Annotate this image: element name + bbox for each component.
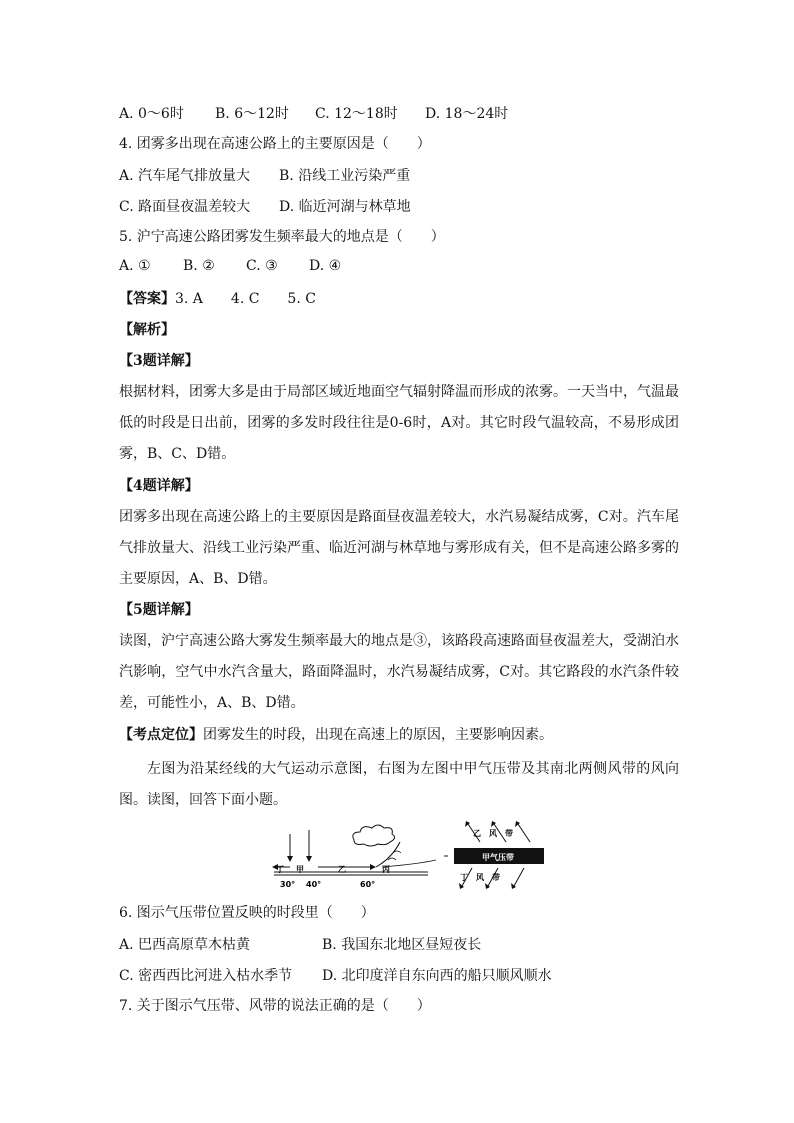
analysis-label: 【解析】 bbox=[119, 322, 175, 338]
q6-option-c: C. 密西西比河进入枯水季节 bbox=[119, 968, 293, 984]
q5-stem: 5. 沪宁高速公路团雾发生频率最大的地点是（ ） bbox=[119, 229, 445, 245]
down-arrow-1-head bbox=[287, 856, 293, 862]
front-curls bbox=[388, 851, 401, 860]
down-arrow-2-head bbox=[306, 856, 312, 862]
q4-option-c: C. 路面昼夜温差较大 bbox=[119, 199, 251, 215]
cloud-icon bbox=[353, 825, 395, 846]
detail4-label: 【4题详解】 bbox=[119, 478, 199, 494]
q4-stem: 4. 团雾多出现在高速公路上的主要原因是（ ） bbox=[119, 136, 431, 152]
atmosphere-figure bbox=[268, 820, 568, 892]
q3-option-c: C. 12～18时 bbox=[315, 106, 398, 122]
q4-option-b: B. 沿线工业污染严重 bbox=[279, 168, 411, 184]
q5-option-a: A. ① bbox=[119, 258, 151, 274]
q4-option-d: D. 临近河湖与林草地 bbox=[279, 199, 411, 215]
q3-option-d: D. 18～24时 bbox=[425, 106, 509, 122]
label-bing: 丙 bbox=[382, 865, 390, 874]
q6-option-a: A. 巴西高原草木枯黄 bbox=[119, 937, 251, 953]
q5-option-b: B. ② bbox=[183, 258, 215, 274]
left-diagram bbox=[272, 825, 436, 889]
detail4-text: 团雾多出现在高速公路上的主要原因是路面昼夜温差较大，水汽易凝结成雾，C对。汽车尾气排放量大、沿线工业污染严重、临近河湖与林草地与雾形成有关，但不是高速公路多雾的主要原因，A、B、D错。 bbox=[119, 509, 679, 587]
answer-line bbox=[119, 289, 316, 309]
q6-option-d: D. 北印度洋自东向西的船只顺风顺水 bbox=[322, 968, 552, 984]
q3-option-b: B. 6～12时 bbox=[215, 106, 289, 122]
label-yi: 乙 bbox=[338, 865, 346, 874]
bottom-wind-label: 丁 风 带 bbox=[460, 873, 500, 882]
q5-option-c: C. ③ bbox=[246, 258, 278, 274]
lat-40: 40° bbox=[306, 880, 322, 889]
lat-30: 30° bbox=[280, 880, 296, 889]
detail3-label: 【3题详解】 bbox=[119, 353, 199, 369]
top-wind-label: 乙 风 带 bbox=[473, 829, 513, 838]
lat-60: 60° bbox=[360, 880, 376, 889]
label-jia: 甲 bbox=[296, 865, 304, 874]
kaodian-text: 团雾发生的时段，出现在高速上的原因，主要影响因素。 bbox=[203, 727, 553, 743]
detail5-text: 读图，沪宁高速公路大雾发生频率最大的地点是③，该路段高速路面昼夜温差大，受湖泊水汽影响，空气中水汽含量大，路面降温时，水汽易凝结成雾，C对。其它路段的水汽条件较差，可能性小，A、B、D错。 bbox=[119, 633, 679, 711]
intro-paragraph: 左图为沿某经线的大气运动示意图，右图为左图中甲气压带及其南北两侧风带的风向图。读图，回答下面小题。 bbox=[119, 761, 679, 808]
kaodian-line bbox=[119, 725, 553, 745]
answer-label: 【答案】 bbox=[119, 291, 175, 307]
q4-option-a: A. 汽车尾气排放量大 bbox=[119, 168, 251, 184]
front-line bbox=[376, 842, 400, 867]
pressure-belt-label: 甲气压带 bbox=[482, 853, 514, 862]
right-diagram bbox=[454, 821, 544, 889]
q5-option-d: D. ④ bbox=[309, 258, 342, 274]
q7-stem: 7. 关于图示气压带、风带的说法正确的是（ ） bbox=[119, 998, 431, 1014]
detail3-text: 根据材料，团雾大多是由于局部区域近地面空气辐射降温而形成的浓雾。一天当中，气温最低的时段是日出前，团雾的多发时段往往是0-6时，A对。其它时段气温较高，不易形成团雾，B、C、D错。 bbox=[119, 384, 679, 462]
answer-text: 3. A 4. C 5. C bbox=[175, 291, 316, 307]
q6-option-b: B. 我国东北地区昼短夜长 bbox=[322, 937, 482, 953]
label-ding: 丁 bbox=[276, 865, 284, 874]
q6-stem: 6. 图示气压带位置反映的时段里（ ） bbox=[119, 905, 375, 921]
kaodian-label: 【考点定位】 bbox=[119, 727, 203, 743]
detail5-label: 【5题详解】 bbox=[119, 602, 199, 618]
q3-option-a: A. 0～6时 bbox=[119, 106, 184, 122]
